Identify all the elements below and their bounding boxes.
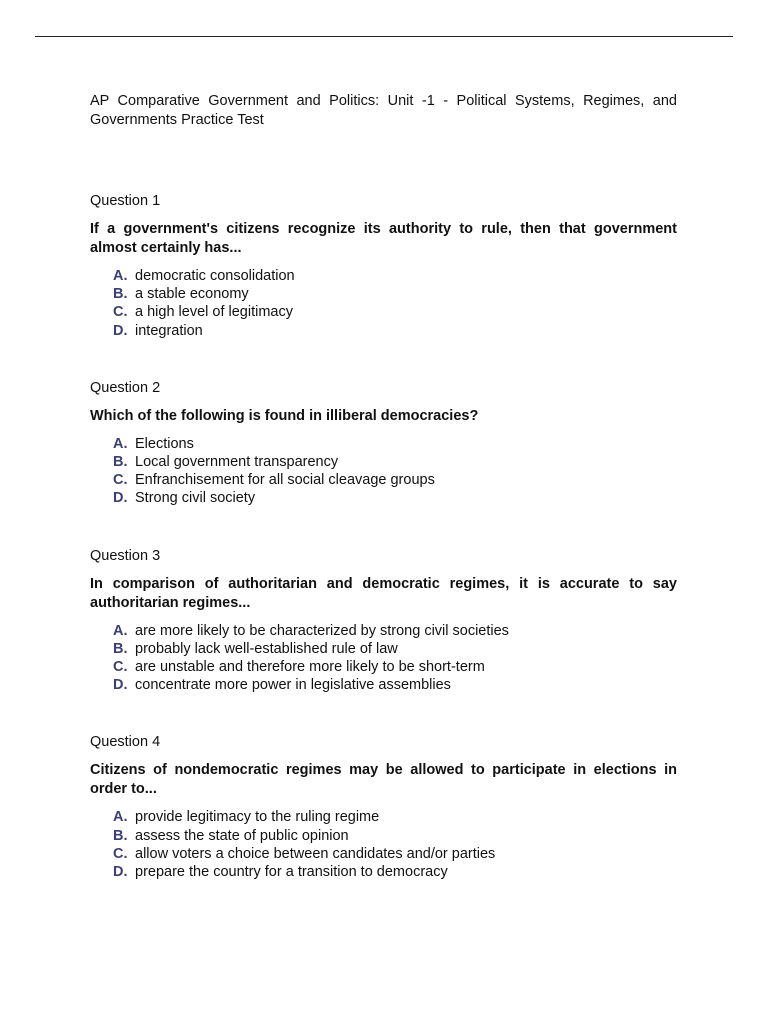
option-text: Elections <box>135 435 194 452</box>
option-letter: C. <box>113 659 128 676</box>
question-text: Citizens of nondemocratic regimes may be allowed to participate in elections in order to... <box>90 762 677 798</box>
question-block <box>90 192 677 340</box>
answer-option-c <box>113 471 677 489</box>
answer-option-b <box>113 827 677 845</box>
option-text: a high level of legitimacy <box>135 304 293 321</box>
answer-option-c <box>113 845 677 863</box>
option-text: integration <box>135 322 203 339</box>
question-text: In comparison of authoritarian and democratic regimes, it is accurate to say authoritarian regimes... <box>90 575 677 611</box>
option-text: democratic consolidation <box>135 268 295 284</box>
option-text: a stable economy <box>135 286 249 303</box>
option-text: Local government transparency <box>135 454 339 471</box>
option-text: Strong civil society <box>135 490 256 507</box>
option-letter: A. <box>113 268 128 284</box>
option-text: allow voters a choice between candidates and/or parties <box>135 845 496 862</box>
option-letter: D. <box>113 864 128 881</box>
option-text: are unstable and therefore more likely to be short-term <box>135 659 485 676</box>
option-letter: B. <box>113 640 128 657</box>
answer-options <box>90 267 677 340</box>
answer-options <box>90 435 677 508</box>
option-letter: B. <box>113 454 128 471</box>
answer-options <box>90 622 677 695</box>
question-label: Question 2 <box>90 379 161 396</box>
question-label: Question 1 <box>90 193 161 209</box>
answer-option-b <box>113 453 677 471</box>
option-letter: B. <box>113 286 128 303</box>
option-text: concentrate more power in legislative assemblies <box>135 677 451 694</box>
answer-option-d <box>113 489 677 507</box>
answer-option-c <box>113 658 677 676</box>
option-text: probably lack well-established rule of law <box>135 640 398 657</box>
option-letter: C. <box>113 845 128 862</box>
question-block <box>90 547 677 695</box>
question-text: If a government's citizens recognize its authority to rule, then that government almost certainly has... <box>90 221 677 256</box>
answer-option-a <box>113 267 677 285</box>
question-block <box>90 733 677 881</box>
option-letter: D. <box>113 322 128 339</box>
answer-option-a <box>113 808 677 826</box>
answer-option-d <box>113 322 677 340</box>
question-text: Which of the following is found in illiberal democracies? <box>90 407 479 424</box>
answer-option-a <box>113 435 677 453</box>
question-label: Question 3 <box>90 547 161 564</box>
answer-option-a <box>113 622 677 640</box>
header-rule <box>35 36 733 37</box>
answer-option-b <box>113 640 677 658</box>
option-letter: D. <box>113 490 128 507</box>
option-text: are more likely to be characterized by strong civil societies <box>135 622 509 639</box>
question-list <box>90 192 677 881</box>
option-letter: A. <box>113 809 128 826</box>
option-letter: A. <box>113 622 128 639</box>
option-letter: A. <box>113 435 128 452</box>
answer-option-c <box>113 303 677 321</box>
option-text: prepare the country for a transition to democracy <box>135 864 448 881</box>
option-letter: B. <box>113 827 128 844</box>
option-letter: D. <box>113 677 128 694</box>
question-label: Question 4 <box>90 734 161 751</box>
document-title: AP Comparative Government and Politics: Unit -1 - Political Systems, Regimes, and Governments Practice Test <box>90 93 677 128</box>
answer-option-b <box>113 285 677 303</box>
option-text: assess the state of public opinion <box>135 827 349 844</box>
option-letter: C. <box>113 472 128 489</box>
document-body <box>90 92 677 920</box>
answer-option-d <box>113 676 677 694</box>
option-text: provide legitimacy to the ruling regime <box>135 809 380 826</box>
answer-option-d <box>113 863 677 881</box>
question-block <box>90 379 677 508</box>
option-text: Enfranchisement for all social cleavage groups <box>135 472 435 489</box>
option-letter: C. <box>113 304 128 321</box>
answer-options <box>90 808 677 881</box>
